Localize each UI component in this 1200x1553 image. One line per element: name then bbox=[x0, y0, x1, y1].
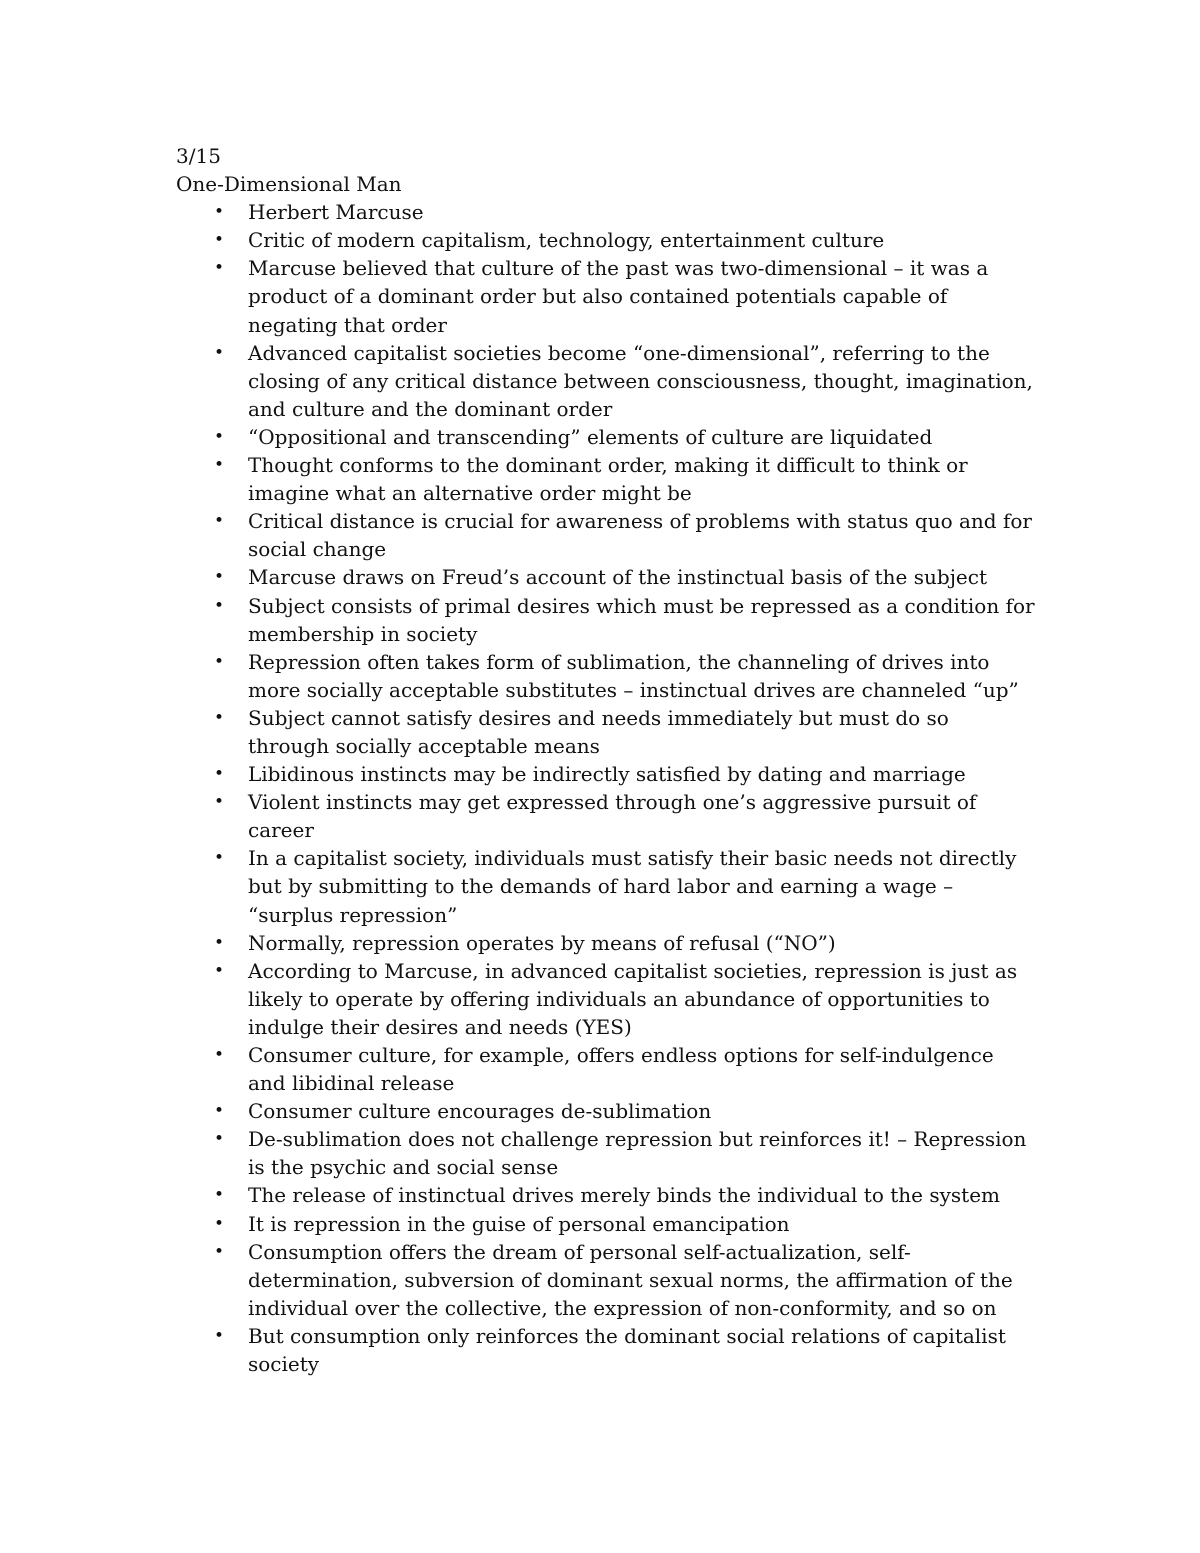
bullet-dot-icon: • bbox=[214, 932, 225, 953]
bullet-text: Marcuse believed that culture of the past was two-dimensional – it was a product of a dominant order but also contained potentials capable of negating that order bbox=[248, 256, 989, 337]
bullet-text: Consumption offers the dream of personal self-actualization, self-determination, subversion of dominant sexual norms, the affirmation of the individual over the collective, the expression of non-conformity, and so on bbox=[248, 1239, 1013, 1320]
bullet-text: It is repression in the guise of personal emancipation bbox=[248, 1211, 790, 1236]
bullet-text: Thought conforms to the dominant order, making it difficult to think or imagine what an alternative order might be bbox=[248, 453, 968, 506]
bullet-text: According to Marcuse, in advanced capitalist societies, repression is just as likely to operate by offering individuals an abundance of opportunities to indulge their desires and needs (YES) bbox=[248, 958, 1018, 1039]
bullet-text: Repression often takes form of sublimation, the channeling of drives into more socially acceptable substitutes – instinctual drives are channeled “up” bbox=[248, 649, 1019, 702]
bullet-item bbox=[176, 648, 1036, 704]
bullet-dot-icon: • bbox=[214, 1241, 225, 1262]
bullet-dot-icon: • bbox=[214, 792, 225, 813]
bullet-text: Libidinous instincts may be indirectly satisfied by dating and marriage bbox=[248, 762, 966, 787]
bullet-item bbox=[176, 704, 1036, 760]
bullet-item bbox=[176, 760, 1036, 788]
bullet-dot-icon: • bbox=[214, 1185, 225, 1206]
bullet-list bbox=[176, 198, 1036, 1378]
bullet-text: Herbert Marcuse bbox=[248, 200, 424, 225]
bullet-text: Critical distance is crucial for awareness of problems with status quo and for social change bbox=[248, 509, 1032, 562]
bullet-item bbox=[176, 1210, 1036, 1238]
bullet-item bbox=[176, 198, 1036, 226]
bullet-text: Marcuse draws on Freud’s account of the instinctual basis of the subject bbox=[248, 565, 987, 590]
bullet-item bbox=[176, 451, 1036, 507]
bullet-dot-icon: • bbox=[214, 342, 225, 363]
bullet-item bbox=[176, 1097, 1036, 1125]
bullet-text: Advanced capitalist societies become “one-dimensional”, referring to the closing of any critical distance between consciousness, thought, imagination, and culture and the dominant order bbox=[248, 340, 1033, 421]
bullet-dot-icon: • bbox=[214, 426, 225, 447]
bullet-dot-icon: • bbox=[214, 1213, 225, 1234]
bullet-text: Critic of modern capitalism, technology, entertainment culture bbox=[248, 228, 885, 253]
bullet-item bbox=[176, 957, 1036, 1041]
bullet-text: Consumer culture encourages de-sublimation bbox=[248, 1099, 712, 1124]
bullet-item bbox=[176, 592, 1036, 648]
bullet-dot-icon: • bbox=[214, 707, 225, 728]
bullet-dot-icon: • bbox=[214, 960, 225, 981]
bullet-text: Normally, repression operates by means of refusal (“NO”) bbox=[248, 930, 836, 955]
bullet-dot-icon: • bbox=[214, 1101, 225, 1122]
bullet-text: “Oppositional and transcending” elements of culture are liquidated bbox=[248, 424, 933, 449]
bullet-item bbox=[176, 507, 1036, 563]
bullet-dot-icon: • bbox=[214, 1045, 225, 1065]
bullet-item bbox=[176, 844, 1036, 928]
bullet-dot-icon: • bbox=[214, 230, 225, 251]
bullet-item bbox=[176, 423, 1036, 451]
bullet-dot-icon: • bbox=[214, 764, 225, 785]
bullet-text: Subject cannot satisfy desires and needs immediately but must do so through socially acceptable means bbox=[248, 705, 949, 758]
bullet-item bbox=[176, 226, 1036, 254]
bullet-dot-icon: • bbox=[214, 595, 225, 616]
note-title: One-Dimensional Man bbox=[176, 172, 402, 197]
bullet-text: In a capitalist society, individuals must satisfy their basic needs not directly but by submitting to the demands of hard labor and earning a wage – “surplus repression” bbox=[248, 846, 1017, 927]
bullet-dot-icon: • bbox=[214, 202, 225, 223]
bullet-text: De-sublimation does not challenge repression but reinforces it! – Repression is the psychic and social sense bbox=[248, 1127, 1027, 1180]
bullet-item bbox=[176, 254, 1036, 338]
bullet-text: Subject consists of primal desires which must be repressed as a condition for membership in society bbox=[248, 593, 1035, 646]
note-date: 3/15 bbox=[176, 144, 221, 168]
bullet-dot-icon: • bbox=[214, 848, 225, 869]
bullet-item bbox=[176, 1181, 1036, 1209]
bullet-text: Violent instincts may get expressed through one’s aggressive pursuit of career bbox=[248, 790, 977, 843]
notes-content bbox=[176, 142, 1036, 1378]
bullet-item bbox=[176, 1125, 1036, 1181]
bullet-dot-icon: • bbox=[214, 1325, 225, 1346]
bullet-dot-icon: • bbox=[214, 567, 225, 588]
bullet-text: But consumption only reinforces the dominant social relations of capitalist society bbox=[248, 1323, 1006, 1377]
bullet-dot-icon: • bbox=[214, 455, 225, 476]
bullet-dot-icon: • bbox=[214, 1129, 225, 1150]
bullet-item bbox=[176, 929, 1036, 957]
bullet-item bbox=[176, 563, 1036, 591]
bullet-dot-icon: • bbox=[214, 651, 225, 672]
bullet-item bbox=[176, 1041, 1036, 1097]
bullet-dot-icon: • bbox=[214, 511, 225, 532]
bullet-dot-icon: • bbox=[214, 258, 225, 279]
bullet-text: Consumer culture, for example, offers endless options for self-indulgence and libidinal release bbox=[248, 1043, 994, 1096]
bullet-text: The release of instinctual drives merely binds the individual to the system bbox=[248, 1183, 1001, 1208]
bullet-item bbox=[176, 1322, 1036, 1378]
bullet-item bbox=[176, 788, 1036, 844]
bullet-item bbox=[176, 339, 1036, 423]
bullet-item bbox=[176, 1238, 1036, 1322]
